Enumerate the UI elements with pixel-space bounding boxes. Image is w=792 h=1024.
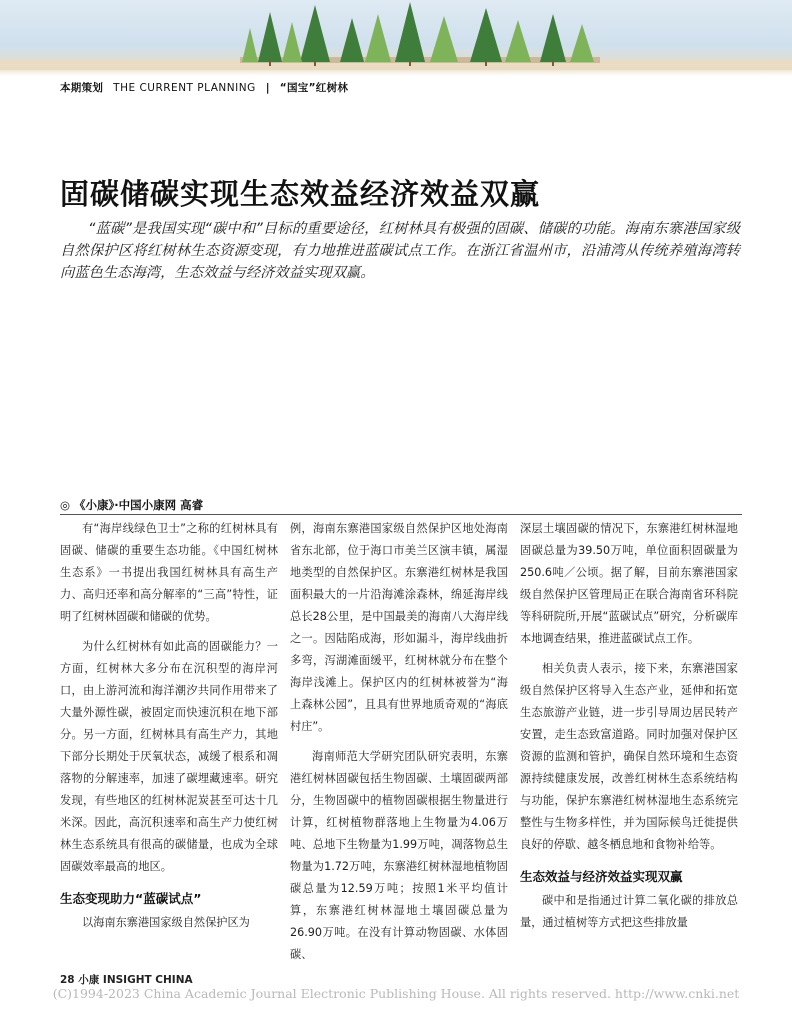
page-number-footer: 28 小康 INSIGHT CHINA — [60, 974, 193, 986]
section-heading: 生态效益与经济效益实现双赢 — [520, 869, 683, 884]
article-byline: ◎ 《小康》·中国小康网 高睿 — [60, 498, 204, 512]
article-lead: “蓝碳”是我国实现“碳中和”目标的重要途径，红树林具有极强的固碳、储碳的功能。海南东寨港国家级自然保护区将红树林生态资源变现，有力地推进蓝碳试点工作。在浙江省温州市，沿浦湾从传统养殖海湾转向蓝色生态海湾，生态效益与经济效益实现双赢。 — [60, 221, 740, 281]
text-column-3 — [520, 518, 738, 942]
byline-divider — [60, 514, 742, 515]
section-heading: 生态变现助力“蓝碳试点” — [60, 891, 202, 906]
paragraph: 相关负责人表示，接下来，东寨港国家级自然保护区将导入生态产业，延伸和拓宽生态旅游产业链，进一步引导周边居民转产安置，走生态致富道路。同时加强对保护区资源的监测和管护，确保自然环境和生态资源持续健康发展，改善红树林生态系统结构与功能，保护东寨港红树林湿地生态系统完整性与生物多样性，并为国际候鸟迁徙提供良好的停歇、越冬栖息地和食物补给等。 — [520, 662, 738, 851]
paragraph: 碳中和是指通过计算二氧化碳的排放总量，通过植树等方式把这些排放量 — [520, 894, 738, 929]
section-label-en: THE CURRENT PLANNING — [113, 82, 256, 94]
running-header — [60, 80, 354, 95]
copyright-watermark: (C)1994-2023 China Academic Journal Electronic Publishing House. All rights reserved. http://www.cnki.net — [52, 986, 740, 1001]
header-banner-illustration — [0, 0, 792, 76]
paragraph: 海南师范大学研究团队研究表明，东寨港红树林固碳包括生物固碳、土壤固碳两部分，生物固碳中的植物固碳根据生物量进行计算，红树植物群落地上生物量为4.06万吨、总地下生物量为1.99万吨，凋落物总生物量为1.72万吨，东寨港红树林湿地植物固碳总量为12.59万吨；按照1米平均值计算，东寨港红树林湿地土壤固碳总量为26.90万吨。在没有计算动物固碳、水体固碳、 — [290, 750, 508, 961]
article-title: 固碳储碳实现生态效益经济效益双赢 — [60, 177, 541, 211]
topic-label: “国宝”红树林 — [279, 82, 349, 94]
text-column-2 — [290, 518, 508, 974]
paragraph: 深层土壤固碳的情况下，东寨港红树林湿地固碳总量为39.50万吨，单位面积固碳量为250.6吨／公顷。据了解，目前东寨港国家级自然保护区管理局正在联合海南省环科院等科研院所,开展“蓝碳试点”研究，分析碳库本地调查结果，推进蓝碳试点工作。 — [520, 522, 738, 645]
section-label: 本期策划 — [60, 82, 104, 94]
paragraph: 例，海南东寨港国家级自然保护区地处海南省东北部，位于海口市美兰区演丰镇，属湿地类型的自然保护区。东寨港红树林是我国面积最大的一片沿海滩涂森林，绵延海岸线总长28公里，是中国最美的海南八大海岸线之一。因陆陷成海，形如漏斗，海岸线曲折多弯，泻湖滩面缓平，红树林就分布在整个海岸浅滩上。保护区内的红树林被誉为“海上森林公园”，且具有世界地质奇观的“海底村庄”。 — [290, 522, 508, 733]
header-separator: | — [265, 82, 270, 94]
paragraph: 以海南东寨港国家级自然保护区为 — [82, 916, 250, 929]
paragraph: 有“海岸线绿色卫士”之称的红树林具有固碳、储碳的重要生态功能。《中国红树林生态系》一书提出我国红树林具有高生产力、高归还率和高分解率的“三高”特性，证明了红树林固碳和储碳的优势。 — [60, 522, 278, 623]
text-column-1 — [60, 518, 278, 942]
paragraph: 为什么红树林有如此高的固碳能力？一方面，红树林大多分布在沉积型的海岸河口，由上游河流和海洋潮汐共同作用带来了大量外源性碳，被固定而快速沉积在地下部分。另一方面，红树林具有高生产力，其地下部分长期处于厌氧状态，减缓了根系和凋落物的分解速率，加速了碳埋藏速率。研究发现，有些地区的红树林泥炭甚至可达十几米深。因此，高沉积速率和高生产力使红树林生态系统具有很高的碳储量，也成为全球固碳效率最高的地区。 — [60, 640, 278, 873]
forest-illustration-icon — [0, 0, 792, 76]
